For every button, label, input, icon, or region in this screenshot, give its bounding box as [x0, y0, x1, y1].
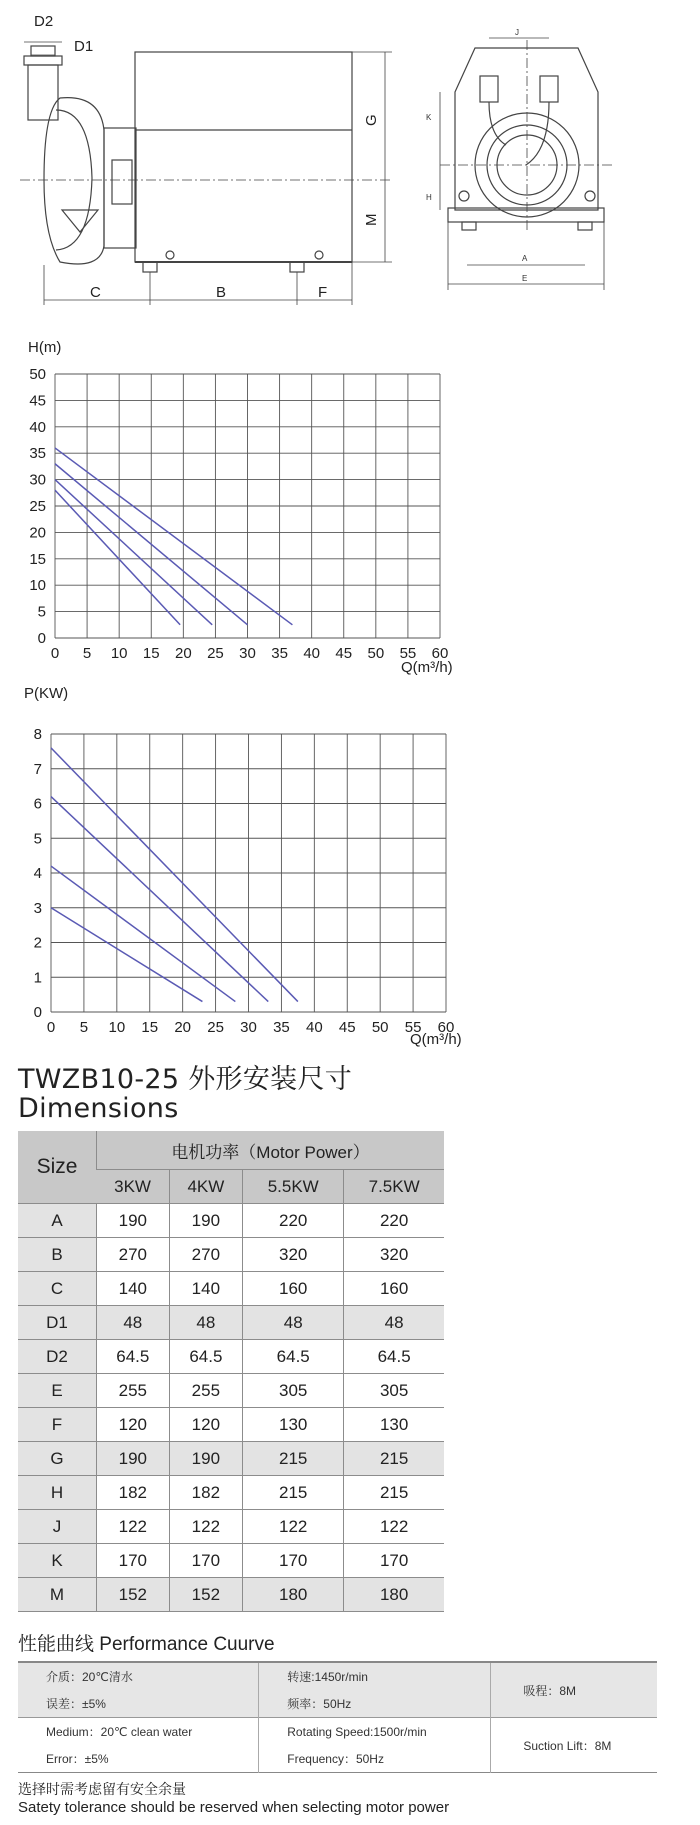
table-cell: 170 — [243, 1544, 344, 1578]
x-tick-label: 25 — [207, 1019, 224, 1036]
x-tick-label: 5 — [79, 1019, 89, 1036]
x-tick-label: 55 — [404, 1019, 422, 1036]
head-x-axis-label: Q(m³/h) — [401, 659, 453, 676]
x-tick-label: 40 — [303, 645, 321, 662]
performance-table — [18, 1661, 657, 1773]
table-cell: 140 — [97, 1272, 170, 1306]
table-row — [18, 1408, 444, 1442]
table-row — [18, 1578, 444, 1612]
y-tick-label: 35 — [29, 445, 46, 463]
row-label: E — [18, 1374, 97, 1408]
label-a: A — [522, 254, 528, 263]
x-tick-label: 60 — [437, 1019, 455, 1036]
y-tick-label: 0 — [33, 1004, 42, 1021]
row-label: B — [18, 1238, 97, 1272]
dimensions-table — [18, 1131, 444, 1612]
x-tick-label: 0 — [46, 1019, 56, 1036]
label-b: B — [216, 284, 227, 301]
table-cell: 180 — [243, 1578, 344, 1612]
perf-row — [18, 1718, 657, 1746]
table-cell: 122 — [344, 1510, 444, 1544]
speed-en: Rotating Speed:1500r/min — [259, 1718, 491, 1746]
x-tick-label: 25 — [207, 645, 224, 662]
x-tick-label: 50 — [367, 645, 385, 662]
suction-cn: 吸程：8M — [491, 1662, 657, 1718]
x-tick-label: 5 — [82, 645, 92, 662]
safety-note-cn: 选择时需考虑留有安全余量 — [18, 1781, 186, 1797]
label-e: E — [522, 274, 528, 283]
head-curve-chart — [0, 332, 700, 682]
table-cell: 64.5 — [243, 1340, 344, 1374]
y-tick-label: 1 — [33, 969, 42, 987]
x-tick-label: 20 — [174, 645, 192, 662]
label-g: G — [363, 114, 380, 126]
row-label: K — [18, 1544, 97, 1578]
table-cell: 170 — [344, 1544, 444, 1578]
table-cell: 305 — [344, 1374, 444, 1408]
table-cell: 64.5 — [169, 1340, 243, 1374]
table-cell: 215 — [344, 1476, 444, 1510]
x-tick-label: 20 — [174, 1019, 192, 1036]
y-tick-label: 20 — [29, 524, 46, 542]
motor-power-header: 电机功率（Motor Power） — [97, 1131, 445, 1170]
y-tick-label: 50 — [29, 366, 46, 383]
x-tick-label: 15 — [142, 645, 160, 662]
table-row — [18, 1204, 444, 1238]
table-row — [18, 1306, 444, 1340]
y-tick-label: 7 — [33, 760, 42, 778]
x-tick-label: 40 — [305, 1019, 323, 1036]
table-cell: 215 — [243, 1442, 344, 1476]
x-tick-label: 30 — [240, 1019, 257, 1036]
x-tick-label: 10 — [108, 1019, 126, 1036]
table-cell: 215 — [344, 1442, 444, 1476]
table-cell: 305 — [243, 1374, 344, 1408]
curve-line — [51, 748, 298, 1002]
y-tick-label: 0 — [37, 630, 46, 647]
motor-body — [135, 52, 352, 262]
row-label: J — [18, 1510, 97, 1544]
y-tick-label: 10 — [29, 577, 46, 595]
table-cell: 160 — [344, 1272, 444, 1306]
power-header: 3KW — [97, 1170, 170, 1204]
table-cell: 255 — [169, 1374, 243, 1408]
table-cell: 182 — [97, 1476, 170, 1510]
x-tick-label: 45 — [338, 1019, 356, 1036]
row-label: D2 — [18, 1340, 97, 1374]
power-curve-chart — [0, 682, 700, 1052]
table-cell: 48 — [243, 1306, 344, 1340]
table-cell: 215 — [243, 1476, 344, 1510]
table-cell: 270 — [97, 1238, 170, 1272]
table-row — [18, 1510, 444, 1544]
x-tick-label: 45 — [335, 645, 353, 662]
curve-line — [55, 480, 212, 625]
curve-line — [55, 448, 292, 625]
x-tick-label: 10 — [110, 645, 128, 662]
table-header-row — [18, 1131, 444, 1170]
y-tick-label: 30 — [29, 471, 46, 489]
row-label: F — [18, 1408, 97, 1442]
label-k: K — [426, 113, 432, 122]
table-cell: 270 — [169, 1238, 243, 1272]
y-tick-label: 15 — [29, 550, 46, 568]
table-cell: 160 — [243, 1272, 344, 1306]
pump-installation-drawing — [0, 0, 700, 320]
pump-casing — [44, 98, 104, 264]
table-cell: 120 — [169, 1408, 243, 1442]
table-row — [18, 1340, 444, 1374]
x-tick-label: 15 — [141, 1019, 159, 1036]
y-tick-label: 5 — [37, 603, 46, 621]
x-tick-label: 35 — [273, 1019, 290, 1036]
table-cell: 152 — [97, 1578, 170, 1612]
performance-heading: 性能曲线 Performance Cuurve — [18, 1634, 275, 1655]
row-label: C — [18, 1272, 97, 1306]
x-tick-label: 55 — [399, 645, 417, 662]
freq-cn: 频率：50Hz — [259, 1690, 491, 1718]
medium-cn: 介质：20℃清水 — [18, 1662, 259, 1690]
error-en: Error：±5% — [46, 1752, 109, 1766]
table-cell: 170 — [97, 1544, 170, 1578]
row-label: H — [18, 1476, 97, 1510]
table-cell: 122 — [243, 1510, 344, 1544]
table-cell: 190 — [97, 1204, 170, 1238]
x-tick-label: 0 — [50, 645, 60, 662]
table-cell: 180 — [344, 1578, 444, 1612]
table-row — [18, 1442, 444, 1476]
table-cell: 48 — [344, 1306, 444, 1340]
label-j: J — [515, 28, 519, 37]
head-axis-label: H(m) — [28, 339, 62, 356]
table-cell: 320 — [344, 1238, 444, 1272]
row-label: M — [18, 1578, 97, 1612]
row-label: G — [18, 1442, 97, 1476]
row-label: D1 — [18, 1306, 97, 1340]
y-tick-label: 40 — [29, 418, 46, 436]
y-tick-label: 2 — [33, 934, 42, 952]
table-row — [18, 1238, 444, 1272]
table-cell: 130 — [243, 1408, 344, 1442]
front-view-body — [455, 48, 598, 210]
label-c: C — [90, 284, 101, 301]
size-header: Size — [18, 1131, 97, 1204]
table-cell: 255 — [97, 1374, 170, 1408]
table-cell: 190 — [169, 1204, 243, 1238]
table-cell: 130 — [344, 1408, 444, 1442]
y-tick-label: 25 — [29, 498, 46, 515]
y-tick-label: 45 — [29, 392, 46, 410]
curve-line — [51, 866, 235, 1002]
table-cell: 152 — [169, 1578, 243, 1612]
table-row — [18, 1544, 444, 1578]
label-m: M — [363, 213, 380, 226]
label-f: F — [318, 284, 328, 301]
label-h: H — [426, 193, 432, 202]
suction-en: Suction Lift：8M — [491, 1718, 657, 1773]
table-cell: 190 — [169, 1442, 243, 1476]
table-row — [18, 1272, 444, 1306]
x-tick-label: 30 — [239, 645, 256, 662]
y-tick-label: 5 — [33, 830, 42, 848]
dimensions-title-cn: TWZB10-25 外形安装尺寸 — [18, 1064, 353, 1095]
table-cell: 182 — [169, 1476, 243, 1510]
table-cell: 170 — [169, 1544, 243, 1578]
safety-note-en: Satety tolerance should be reserved when selecting motor power — [18, 1799, 450, 1816]
label-d2: D2 — [34, 13, 54, 30]
medium-en: Medium：20℃ clean water — [18, 1718, 259, 1746]
table-row — [18, 1374, 444, 1408]
y-tick-label: 3 — [33, 899, 42, 917]
table-cell: 220 — [344, 1204, 444, 1238]
x-tick-label: 35 — [271, 645, 288, 662]
y-tick-label: 4 — [33, 865, 42, 882]
power-header: 5.5KW — [243, 1170, 344, 1204]
table-row — [18, 1476, 444, 1510]
power-x-axis-label: Q(m³/h) — [410, 1031, 462, 1048]
table-cell: 48 — [97, 1306, 170, 1340]
y-tick-label: 6 — [33, 795, 42, 813]
table-cell: 122 — [169, 1510, 243, 1544]
freq-en: Frequency：50Hz — [259, 1745, 491, 1773]
table-cell: 48 — [169, 1306, 243, 1340]
table-cell: 220 — [243, 1204, 344, 1238]
table-cell: 120 — [97, 1408, 170, 1442]
speed-cn: 转速:1450r/min — [259, 1662, 491, 1690]
power-header: 4KW — [169, 1170, 243, 1204]
table-cell: 64.5 — [344, 1340, 444, 1374]
label-d1: D1 — [74, 38, 94, 55]
table-cell: 64.5 — [97, 1340, 170, 1374]
row-label: A — [18, 1204, 97, 1238]
x-tick-label: 50 — [371, 1019, 389, 1036]
table-cell: 140 — [169, 1272, 243, 1306]
dimensions-title-en: Dimensions — [18, 1093, 179, 1124]
table-cell: 122 — [97, 1510, 170, 1544]
curve-line — [55, 490, 180, 625]
power-axis-label: P(KW) — [24, 685, 69, 702]
error-cn: 误差：±5% — [18, 1690, 259, 1718]
table-cell: 190 — [97, 1442, 170, 1476]
y-tick-label: 8 — [33, 726, 42, 743]
power-header: 7.5KW — [344, 1170, 444, 1204]
perf-row — [18, 1662, 657, 1690]
x-tick-label: 60 — [431, 645, 449, 662]
table-cell: 320 — [243, 1238, 344, 1272]
